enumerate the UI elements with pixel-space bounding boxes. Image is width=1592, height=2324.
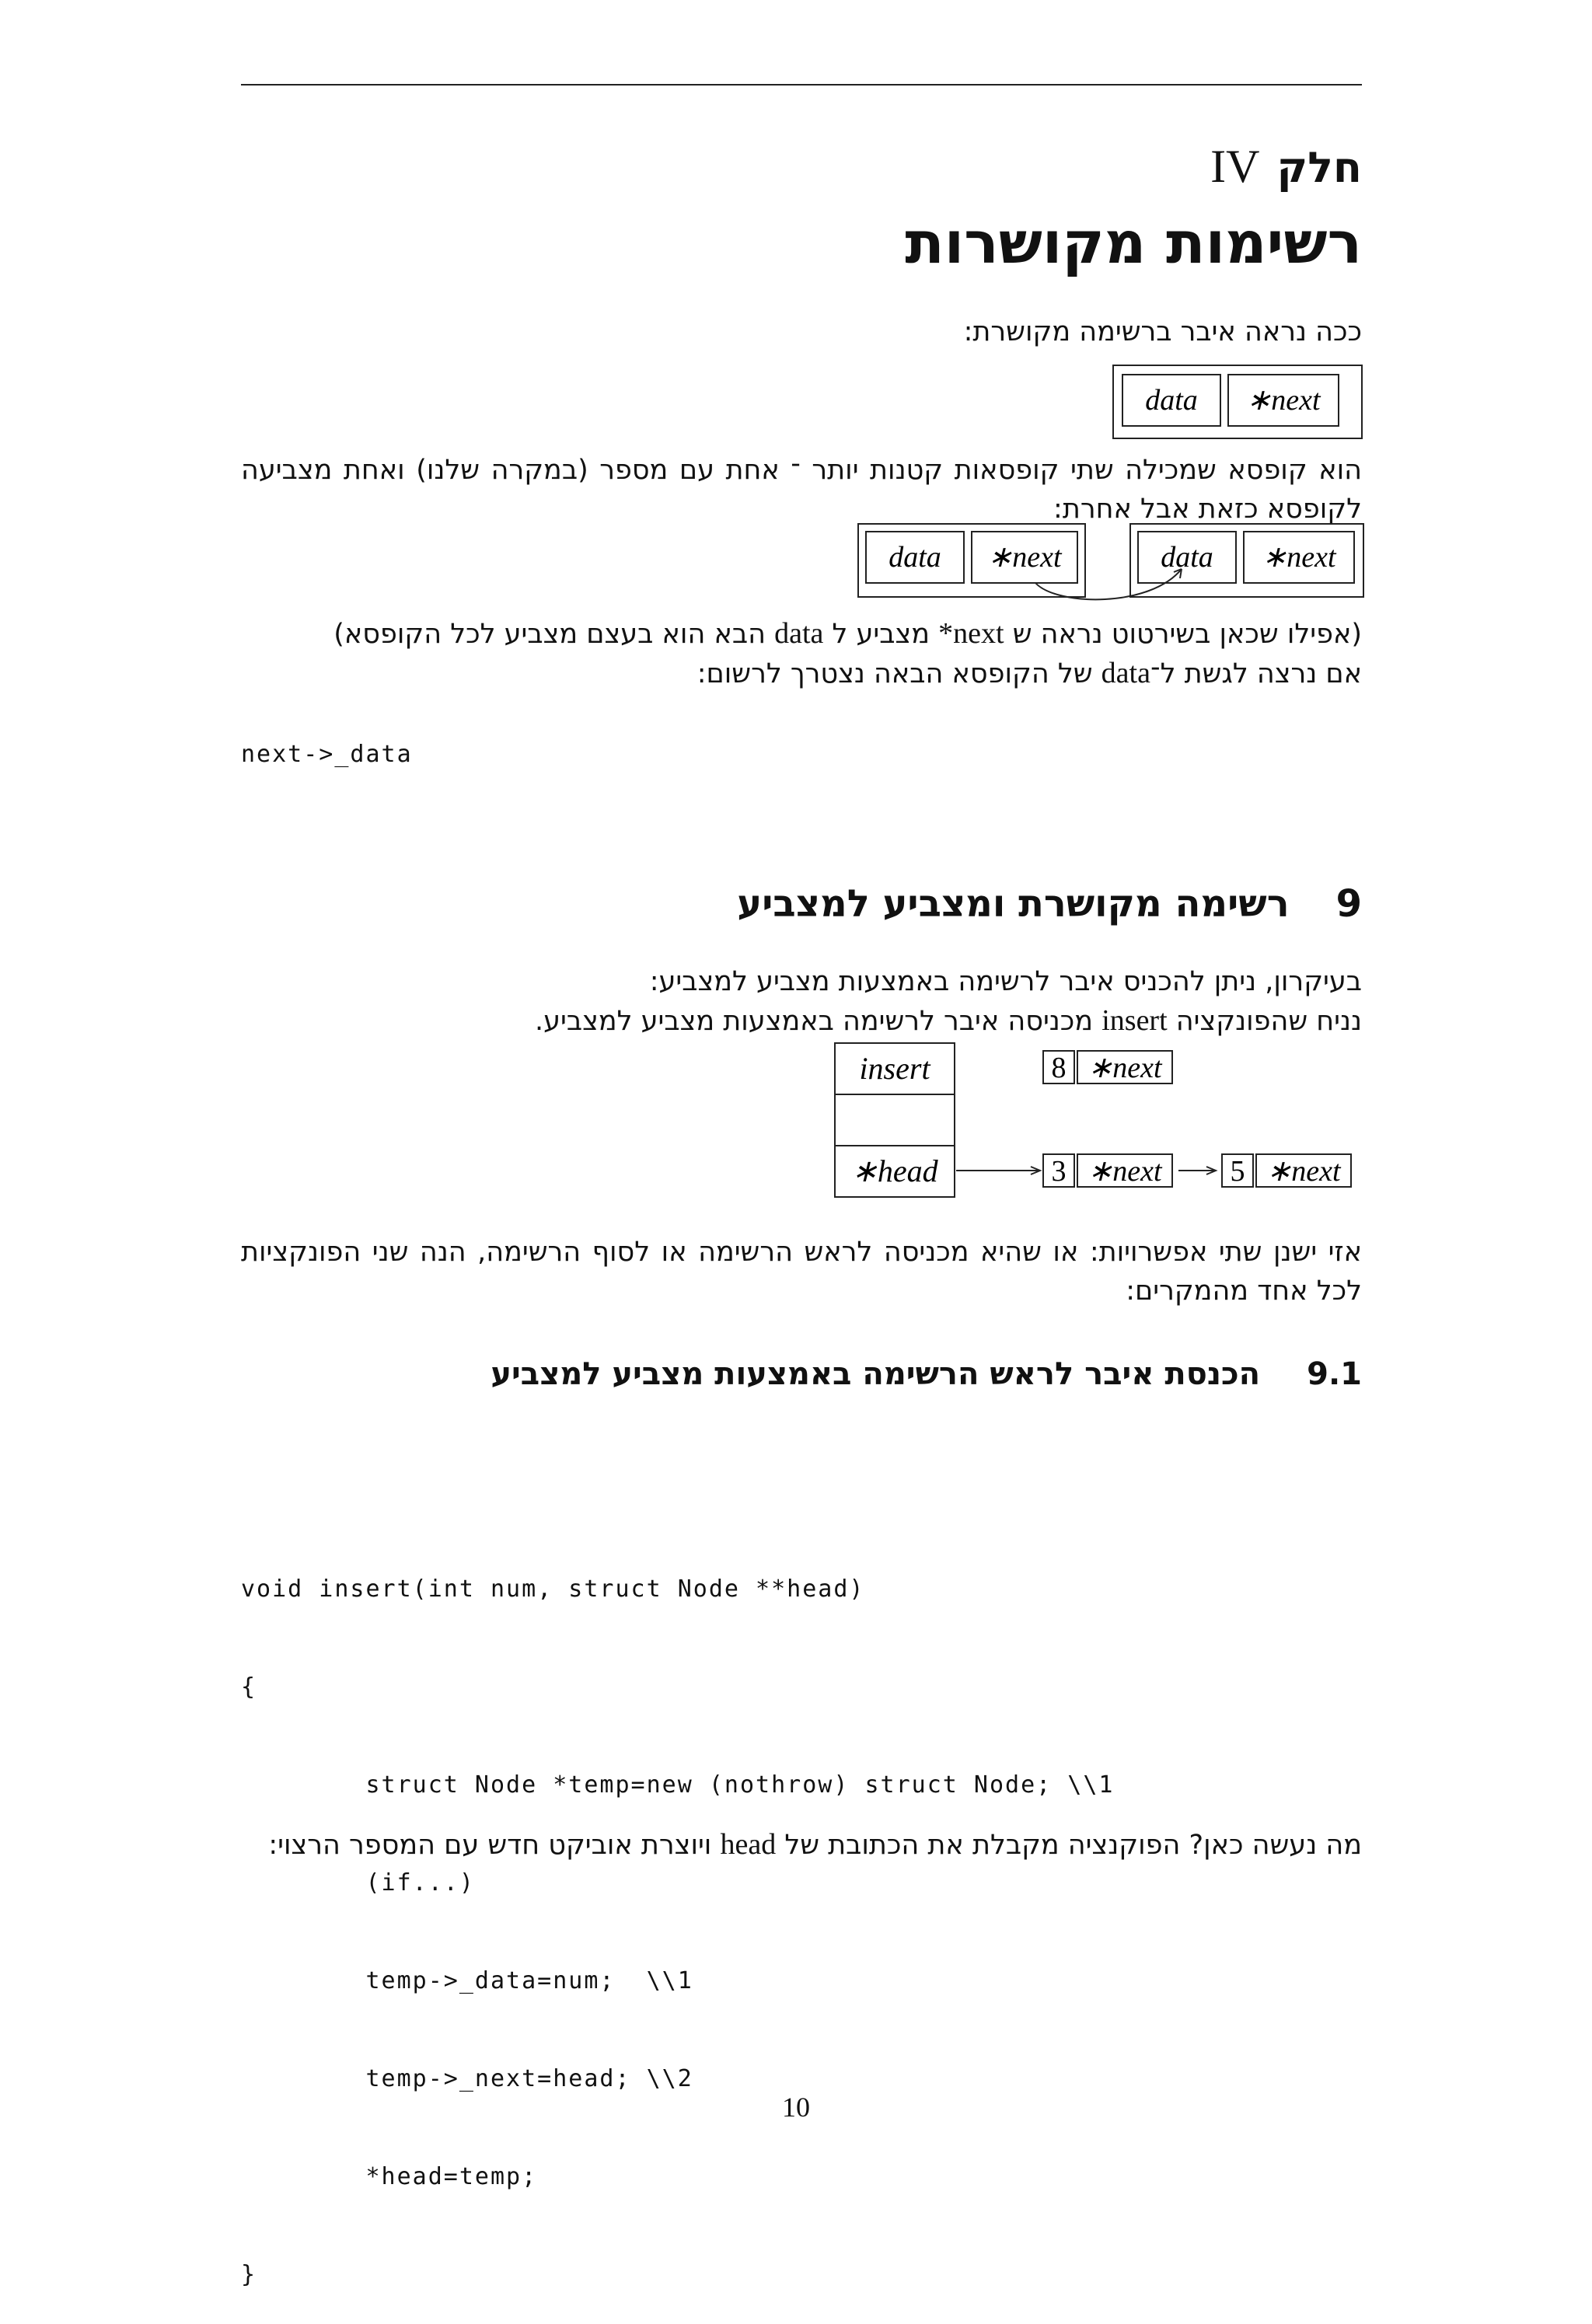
- code-line: temp->_data=num; \\1: [241, 1967, 693, 1994]
- para-two-options: אזי ישנן שתי אפשרויות: או שהיא מכניסה לראש הרשימה או לסוף הרשימה, הנה שני הפונקציות לכל אחד מהמקרים:: [241, 1237, 1362, 1307]
- empty-box: [835, 1094, 955, 1146]
- page-number: 10: [782, 2092, 810, 2123]
- code-line: struct Node *temp=new (nothrow) struct Node; \\1: [241, 1771, 1115, 1799]
- para-arrow-note: [333, 614, 1362, 693]
- second-data-label: data: [1161, 541, 1213, 574]
- insert-label: insert: [859, 1051, 930, 1086]
- next-label-8: ∗next: [1088, 1052, 1162, 1084]
- section-title: רשימה מקושרת ומצביע למצביע: [737, 882, 1290, 926]
- part-title: רשימות מקושרות: [905, 210, 1362, 277]
- code-line: {: [241, 1673, 257, 1701]
- value-label-3: 3: [1051, 1155, 1067, 1188]
- second-next-label: ∗next: [1262, 541, 1336, 574]
- para-pointer-to-pointer: [535, 962, 1362, 1041]
- para-pointer-line2: נניח שהפונקציה insert מכניסה איבר לרשימה באמצעות מצביע למצביע.: [534, 1004, 1362, 1037]
- code-line: temp->_next=head; \\2: [241, 2065, 693, 2092]
- code-snippet-access: next->_data: [241, 741, 413, 768]
- part-number: IV: [1210, 141, 1260, 192]
- intro-text: ככה נראה איבר ברשימה מקושרת:: [963, 316, 1362, 347]
- part-heading: [1210, 140, 1362, 194]
- first-next-label: ∗next: [987, 541, 1062, 574]
- code-insert-function: [241, 1508, 1114, 2324]
- first-data-label: data: [889, 541, 941, 574]
- para-node-description: הוא קופסא שמכילה שתי קופסאות קטנות יותר ־ אחת עם מספר (במקרה שלנו) ואחת מצביעה לקופסא כזאת אבל אחרת:: [241, 455, 1362, 525]
- code-line: (if...): [241, 1869, 475, 1897]
- subsection-title: הכנסת איבר לראש הרשימה באמצעות מצביע למצביע: [491, 1356, 1261, 1392]
- para-arrow-note-line2: אם נרצה לגשת ל־data של הקופסא הבאה נצטרך לרשום:: [696, 657, 1362, 689]
- section-9-heading: [737, 882, 1362, 926]
- next-label-5: ∗next: [1266, 1155, 1341, 1188]
- section-number: 9: [1335, 882, 1362, 926]
- para-pointer-line1: בעיקרון, ניתן להכניס איבר לרשימה באמצעות מצביע למצביע:: [649, 966, 1362, 997]
- next-label: ∗next: [1246, 384, 1321, 417]
- value-label-8: 8: [1051, 1052, 1067, 1084]
- para-arrow-note-line1: (אפילו שכאן בשירטוט נראה ש next* מצביע ל data הבא הוא בעצם מצביע לכל הקופסא): [333, 617, 1362, 650]
- code-line: *head=temp;: [241, 2163, 538, 2190]
- insert-diagram: [832, 1040, 1360, 1205]
- section-9-1-heading: [491, 1356, 1362, 1392]
- para-what-happens: מה נעשה כאן? הפוקנציה מקבלת את הכתובת של head ויוצרת אוביקט חדש עם המספר הרצוי:: [268, 1828, 1362, 1861]
- part-word: חלק: [1276, 143, 1362, 192]
- head-label: ∗head: [851, 1153, 938, 1188]
- node-diagram-linked: [855, 521, 1368, 606]
- data-label: data: [1145, 384, 1198, 417]
- node-diagram-single: [1112, 364, 1365, 441]
- code-line: void insert(int num, struct Node **head): [241, 1576, 865, 1603]
- header-rule: [241, 84, 1362, 85]
- subsection-number: 9.1: [1307, 1356, 1362, 1392]
- value-label-5: 5: [1230, 1155, 1245, 1188]
- next-label-3: ∗next: [1088, 1155, 1162, 1188]
- code-line: }: [241, 2261, 257, 2288]
